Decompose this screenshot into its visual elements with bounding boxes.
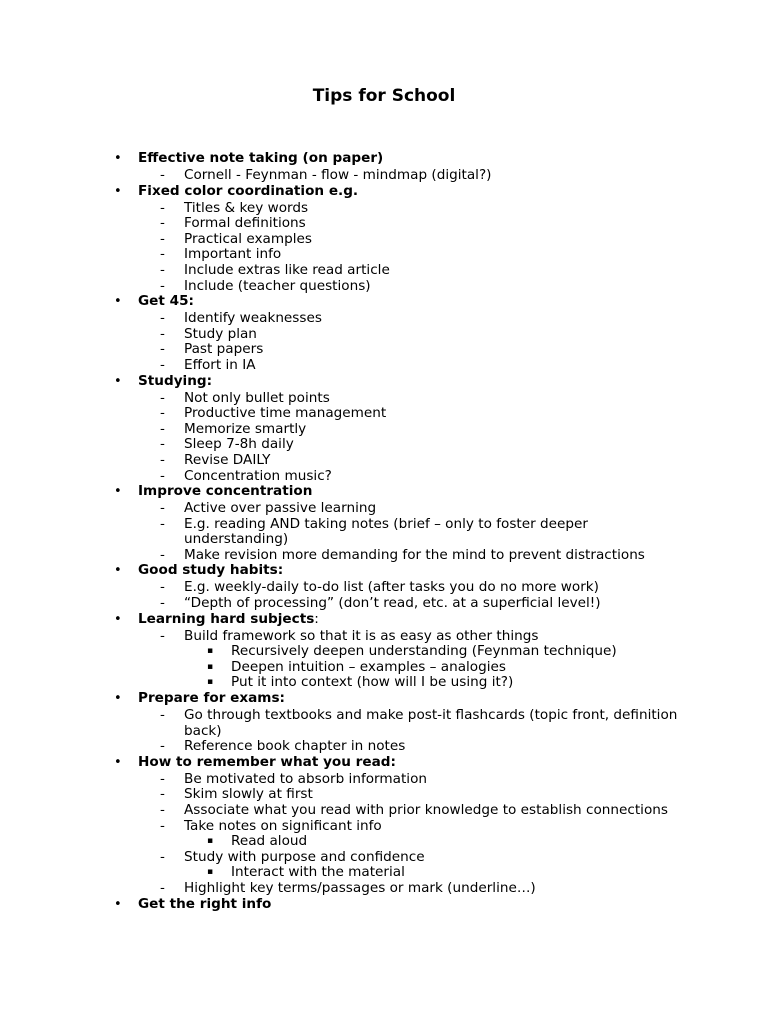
list-item [0,629,768,645]
square-bullet-icon: ▪ [207,836,214,847]
list-item [0,422,768,438]
section-heading-text: Learning hard subjects [138,610,315,627]
list-item [0,469,768,485]
list-item [0,342,768,358]
square-bullet-icon: ▪ [207,646,214,657]
list-item [0,216,768,232]
list-item-text: Past papers [184,341,264,358]
list-item [0,517,768,548]
list-item-text: Include extras like read article [184,261,390,278]
list-item-text: Highlight key terms/passages or mark (underline…) [184,879,536,896]
bullet-icon: • [114,294,122,310]
list-item [0,406,768,422]
dash-icon: - [160,595,165,612]
section-heading [0,184,768,201]
bullet-icon: • [114,896,122,912]
dash-icon: - [160,707,165,724]
list-item-text: “Depth of processing” (don’t read, etc. at a superficial level!) [184,595,601,612]
section-heading-text: Prepare for exams: [138,690,285,707]
dash-icon: - [160,356,165,373]
dash-icon: - [160,500,165,517]
dash-icon: - [160,277,165,294]
bullet-icon: • [114,183,122,199]
list-item [0,201,768,217]
list-item-text: Important info [184,246,282,263]
bullet-icon: • [114,151,122,166]
list-item-text: Cornell - Feynman - flow - mindmap (digital?) [184,167,492,183]
list-item [0,580,768,596]
section-heading [0,374,768,391]
bullet-icon: • [114,563,122,579]
list-item [0,819,768,835]
list-item [0,803,768,819]
list-item [0,247,768,263]
dash-icon: - [160,215,165,232]
list-item-text: Not only bullet points [184,389,330,406]
dash-icon: - [160,817,165,834]
dash-icon: - [160,579,165,596]
list-item [0,501,768,517]
dash-icon: - [160,802,165,818]
list-item [0,787,768,803]
list-item-text: Take notes on significant info [184,817,382,834]
list-item [0,437,768,453]
bullet-icon: • [114,484,122,500]
dash-icon: - [160,515,165,532]
dash-icon: - [160,879,165,896]
dash-icon: - [160,261,165,278]
list-item [0,850,768,866]
section-heading-text: Good study habits: [138,562,284,579]
sub-list-item-text: Deepen intuition – examples – analogies [231,658,506,675]
list-item [0,391,768,407]
list-item-text: Active over passive learning [184,500,377,517]
sub-list-item [0,834,768,850]
list-item-text: E.g. reading AND taking notes (brief – only to foster deeper understanding) [184,515,588,548]
list-item-text: Memorize smartly [184,420,307,437]
list-item-text: Study with purpose and confidence [184,848,425,865]
list-item-text: Skim slowly at first [184,786,313,803]
list-item [0,772,768,788]
dash-icon: - [160,420,165,437]
dash-icon: - [160,167,165,183]
dash-icon: - [160,451,165,468]
sub-list-item [0,675,768,691]
dash-icon: - [160,405,165,422]
section-heading [0,755,768,772]
list-item-text: Build framework so that it is as easy as other things [184,627,539,644]
list-item-text: Reference book chapter in notes [184,738,406,755]
bullet-icon: • [114,754,122,770]
section-heading [0,563,768,580]
dash-icon: - [160,389,165,406]
list-item [0,311,768,327]
bullet-icon: • [114,611,122,627]
section-heading [0,151,768,168]
dash-icon: - [160,325,165,342]
list-item-text: Go through textbooks and make post-it flashcards (topic front, definition back) [184,707,678,739]
section-heading-text: Effective note taking (on paper) [138,150,384,166]
sub-list-item-text: Put it into context (how will I be using it?) [231,674,514,691]
sub-list-item [0,660,768,676]
list-item [0,263,768,279]
page-title: Tips for School [312,86,456,106]
section-heading [0,612,768,629]
sub-list-item-text: Interact with the material [231,864,405,881]
list-item-text: E.g. weekly-daily to-do list (after tasks you do no more work) [184,579,599,596]
list-item [0,168,768,184]
square-bullet-icon: ▪ [207,661,214,672]
sub-list-item-text: Read aloud [231,833,308,850]
bullet-icon: • [114,691,122,707]
list-item [0,327,768,343]
list-item-text: Effort in IA [184,356,256,373]
list-item-text: Identify weaknesses [184,310,322,327]
document-body [0,151,768,914]
list-item-text: Include (teacher questions) [184,277,371,294]
list-item-text: Sleep 7-8h daily [184,436,294,453]
list-item [0,279,768,295]
list-item [0,881,768,897]
dash-icon: - [160,199,165,216]
sub-list-item-text: Recursively deepen understanding (Feynman technique) [231,643,617,660]
list-item-text: Make revision more demanding for the mind to prevent distractions [184,546,645,563]
section-heading-text: Fixed color coordination e.g. [138,182,359,199]
list-item-text: Associate what you read with prior knowledge to establish connections [184,802,668,818]
dash-icon: - [160,310,165,327]
dash-icon: - [160,770,165,787]
section-heading-text: Get the right info [138,895,272,912]
section-heading [0,484,768,501]
list-item [0,708,768,739]
dash-icon: - [160,627,165,644]
list-item-text: Titles & key words [184,199,309,216]
dash-icon: - [160,546,165,563]
dash-icon: - [160,467,165,484]
section-heading-suffix: : [314,610,319,627]
list-item [0,596,768,612]
dash-icon: - [160,786,165,803]
list-item [0,453,768,469]
section-heading-text: Studying: [138,372,213,389]
bullet-icon: • [114,373,122,389]
section-heading [0,691,768,708]
dash-icon: - [160,341,165,358]
section-heading [0,897,768,914]
section-heading [0,294,768,311]
list-item-text: Practical examples [184,230,312,247]
list-item-text: Formal definitions [184,215,306,232]
dash-icon: - [160,246,165,263]
square-bullet-icon: ▪ [207,677,214,688]
list-item-text: Productive time management [184,405,387,422]
sub-list-item [0,644,768,660]
dash-icon: - [160,436,165,453]
list-item-text: Be motivated to absorb information [184,770,428,787]
list-item [0,548,768,564]
dash-icon: - [160,230,165,247]
list-item-text: Concentration music? [184,467,332,484]
list-item [0,232,768,248]
square-bullet-icon: ▪ [207,867,214,878]
list-item [0,358,768,374]
list-item-text: Study plan [184,325,257,342]
sub-list-item [0,865,768,881]
section-heading-text: How to remember what you read: [138,753,396,770]
section-heading-text: Improve concentration [138,483,313,500]
list-item [0,739,768,755]
dash-icon: - [160,848,165,865]
dash-icon: - [160,738,165,755]
list-item-text: Revise DAILY [184,451,271,468]
section-heading-text: Get 45: [138,293,194,310]
